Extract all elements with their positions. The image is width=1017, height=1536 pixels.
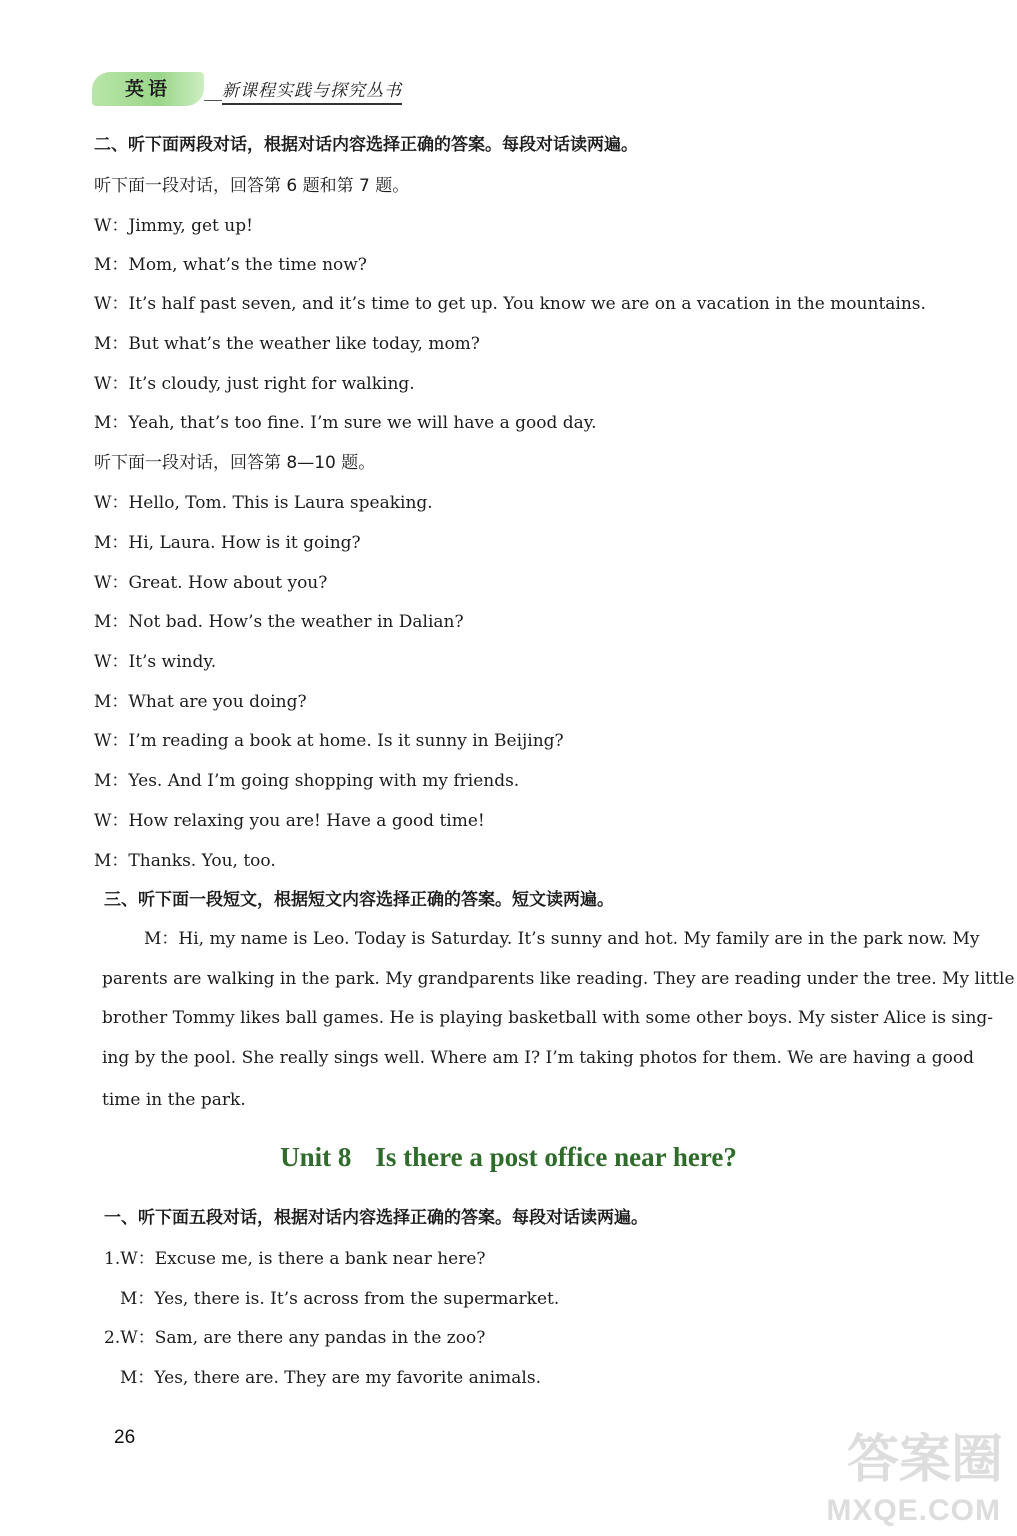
watermark-text: MXQE.COM bbox=[826, 1494, 1001, 1527]
passage-line: parents are walking in the park. My grandparents like reading. They are reading under the tree. My little bbox=[102, 969, 1015, 989]
dialog-line: M：Yes. And I’m going shopping with my friends. bbox=[94, 771, 520, 791]
dialog-line: 1.W：Excuse me, is there a bank near here? bbox=[104, 1249, 486, 1269]
section-heading: 一、听下面五段对话，根据对话内容选择正确的答案。每段对话读两遍。 bbox=[104, 1208, 648, 1228]
passage-line: ing by the pool. She really sings well. Where am I? I’m taking photos for them. We are having a good bbox=[102, 1048, 974, 1068]
unit-name: Is there a post office near here? bbox=[375, 1142, 737, 1172]
passage-line: brother Tommy likes ball games. He is playing basketball with some other boys. My sister Alice is sing- bbox=[102, 1008, 994, 1028]
unit-title bbox=[0, 1142, 1017, 1173]
dialog-line: W：It’s cloudy, just right for walking. bbox=[94, 374, 415, 394]
page-number: 26 bbox=[114, 1427, 136, 1448]
dialog-line: W：Great. How about you? bbox=[94, 573, 328, 593]
dialog-line: M：Yeah, that’s too fine. I’m sure we will have a good day. bbox=[94, 413, 597, 433]
dialog-line: W：It’s windy. bbox=[94, 652, 217, 672]
passage-line: time in the park. bbox=[102, 1090, 246, 1110]
section-heading: 二、听下面两段对话，根据对话内容选择正确的答案。每段对话读两遍。 bbox=[94, 135, 638, 155]
dialog-intro: 听下面一段对话，回答第 8—10 题。 bbox=[94, 453, 376, 473]
dialog-line: W：How relaxing you are! Have a good time! bbox=[94, 811, 485, 831]
section-heading: 三、听下面一段短文，根据短文内容选择正确的答案。短文读两遍。 bbox=[104, 890, 614, 910]
dialog-line: M：But what’s the weather like today, mom? bbox=[94, 334, 480, 354]
watermark-logo bbox=[815, 1418, 1005, 1528]
dialog-line: M：Mom, what’s the time now? bbox=[94, 255, 367, 275]
passage-line: M：Hi, my name is Leo. Today is Saturday. It’s sunny and hot. My family are in the park now. My bbox=[144, 929, 980, 949]
unit-label: Unit 8 bbox=[280, 1142, 352, 1172]
dialog-line: M：Yes, there are. They are my favorite animals. bbox=[120, 1368, 541, 1388]
dialog-line: M：Not bad. How’s the weather in Dalian? bbox=[94, 612, 464, 632]
dialog-line: M：Hi, Laura. How is it going? bbox=[94, 533, 361, 553]
dialog-line: 2.W：Sam, are there any pandas in the zoo? bbox=[104, 1328, 486, 1348]
dialog-line: W：I’m reading a book at home. Is it sunny in Beijing? bbox=[94, 731, 564, 751]
page-header bbox=[92, 70, 422, 110]
dialog-line: W：Hello, Tom. This is Laura speaking. bbox=[94, 493, 433, 513]
dialog-line: M：What are you doing? bbox=[94, 692, 307, 712]
dialog-intro: 听下面一段对话，回答第 6 题和第 7 题。 bbox=[94, 176, 410, 196]
dialog-line: W：Jimmy, get up! bbox=[94, 216, 253, 236]
header-divider bbox=[204, 100, 222, 101]
dialog-line: M：Thanks. You, too. bbox=[94, 851, 276, 871]
dialog-line: M：Yes, there is. It’s across from the supermarket. bbox=[120, 1289, 560, 1309]
subject-badge: 英语 bbox=[92, 72, 204, 106]
watermark-glyphs: 答案圈 bbox=[846, 1430, 1003, 1490]
series-title: 新课程实践与探究丛书 bbox=[222, 76, 402, 105]
dialog-line: W：It’s half past seven, and it’s time to get up. You know we are on a vacation in the mountains. bbox=[94, 294, 926, 314]
